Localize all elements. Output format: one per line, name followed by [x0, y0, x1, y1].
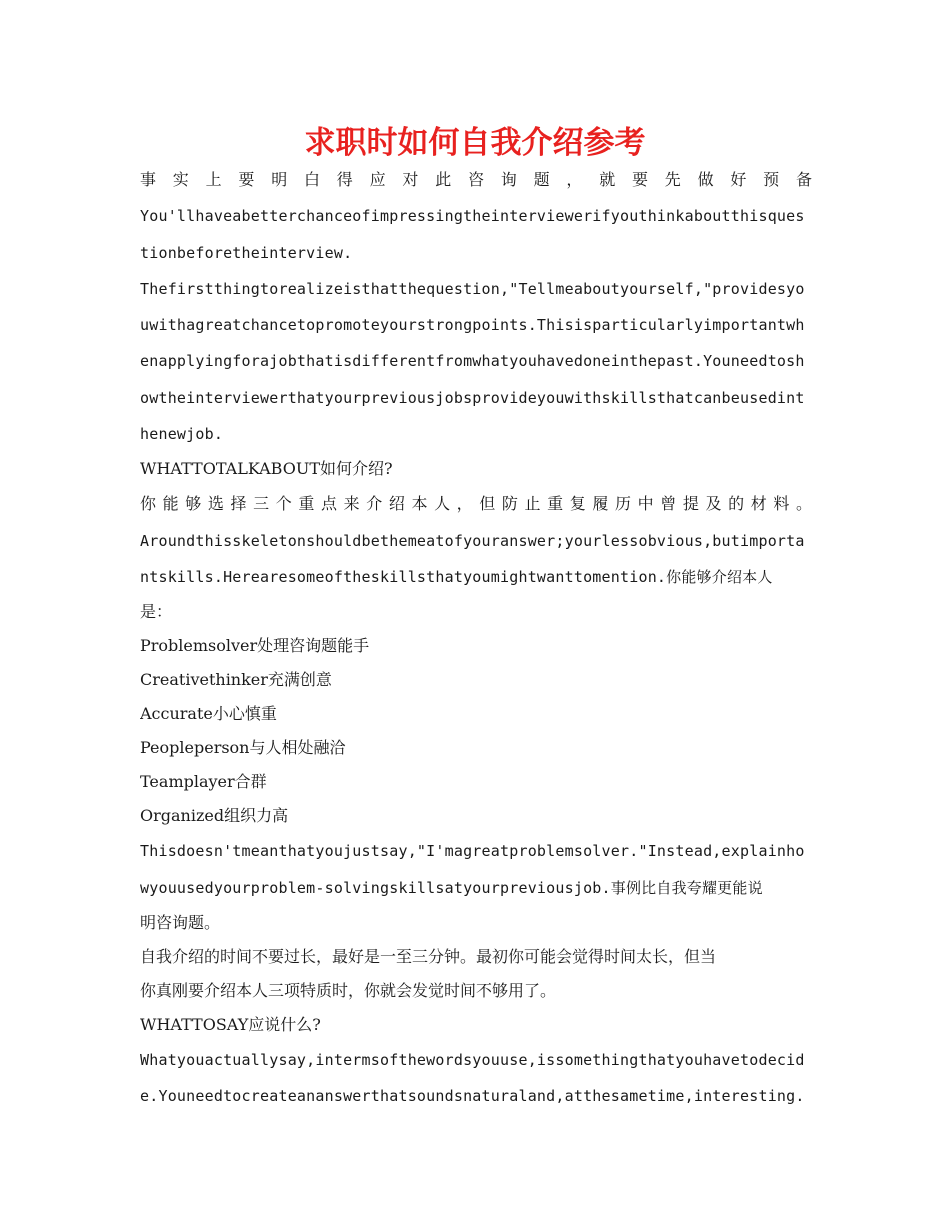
list-item: Peopleperson与人相处融洽 — [140, 738, 346, 758]
text-line: 你真刚要介绍本人三项特质时，你就会发觉时间不够用了。 — [140, 980, 557, 1000]
text-line: Whatyouactuallysay,intermsofthewordsyouuse,issomethingthatyouhavetodecid — [140, 1050, 805, 1069]
text-line: ntskills.Herearesomeoftheskillsthatyoumightwanttomention.你能够介绍本人 — [140, 567, 773, 586]
list-item: Creativethinker充满创意 — [140, 670, 332, 690]
text-line: Aroundthisskeletonshouldbethemeatofyouranswer;yourlessobvious,butimporta — [140, 531, 805, 550]
text-line: 事 实 上 要 明 白 得 应 对 此 咨 询 题 ， 就 要 先 做 好 预 备 — [140, 170, 812, 189]
document-body — [140, 162, 812, 1114]
text-line: wyouusedyourproblem-solvingskillsatyourpreviousjob.事例比自我夸耀更能说 — [140, 878, 763, 897]
text-line: e.Youneedtocreateananswerthatsoundsnaturaland,atthesametime,interesting. — [140, 1087, 805, 1106]
list-item: Problemsolver处理咨询题能手 — [140, 636, 370, 656]
text-line: 明咨询题。 — [140, 912, 221, 932]
list-item: Accurate小心慎重 — [140, 704, 277, 724]
section-heading: WHATTOTALKABOUT如何介绍? — [140, 459, 393, 479]
text-line: owtheinterviewerthatyourpreviousjobsprovideyouwithskillsthatcanbeusedint — [140, 388, 805, 407]
section-heading: WHATTOSAY应说什么? — [140, 1014, 321, 1034]
text-line: enapplyingforajobthatisdifferentfromwhatyouhavedoneinthepast.Youneedtosh — [140, 352, 805, 371]
text-line: Thisdoesn'tmeanthatyoujustsay,"I'magreatproblemsolver."Instead,explainho — [140, 842, 805, 861]
text-line: 是： — [140, 602, 173, 622]
document-title: 求职时如何自我介绍参考 — [304, 125, 646, 161]
list-item: Teamplayer合群 — [140, 772, 267, 792]
text-line: tionbeforetheinterview. — [140, 243, 353, 262]
list-item: Organized组织力高 — [140, 806, 289, 826]
text-line: 你 能 够 选 择 三 个 重 点 来 介 绍 本 人 ， 但 防 止 重 复 履 历 中 曾 提 及 的 材 料 。 — [140, 494, 812, 514]
text-line: uwithagreatchancetopromoteyourstrongpoints.Thisisparticularlyimportantwh — [140, 316, 805, 335]
text-line: Thefirstthingtorealizeisthatthequestion,"Tellmeaboutyourself,"providesyo — [140, 279, 805, 298]
text-line: henewjob. — [140, 425, 224, 444]
text-line: You'llhaveabetterchanceofimpressingtheinterviewerifyouthinkaboutthisques — [140, 207, 805, 226]
text-line: 自我介绍的时间不要过长，最好是一至三分钟。最初你可能会觉得时间太长，但当 — [140, 946, 717, 966]
